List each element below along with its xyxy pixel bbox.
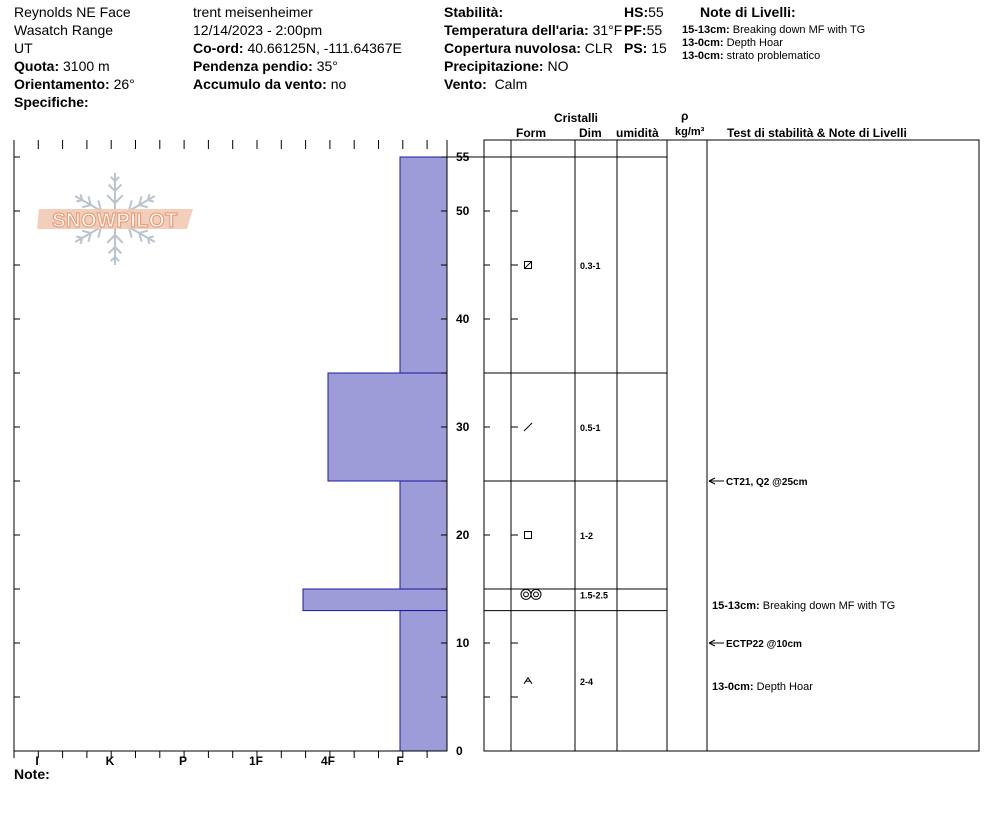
slope-label: Pendenza pendio: <box>193 58 313 74</box>
y-tick-label: 55 <box>456 150 470 164</box>
layer-note-text: Breaking down MF with TG <box>732 24 866 36</box>
moisture-header: umidità <box>616 126 659 140</box>
wind-loading-value: no <box>330 76 347 92</box>
y-tick-label: 20 <box>456 528 470 542</box>
aspect-label: Orientamento: <box>14 76 110 92</box>
elevation-label: Quota: <box>14 58 60 74</box>
pf-value: 55 <box>646 22 663 38</box>
snowflake-branch <box>115 235 123 243</box>
stability-test-label: CT21, Q2 @25cm <box>726 477 808 488</box>
precip-label: Precipitazione: <box>444 58 544 74</box>
size-header: Dim <box>579 126 602 140</box>
grain-size-label: 0.5-1 <box>580 423 601 433</box>
air-temp-value: 31°F <box>592 22 623 38</box>
grain-form-icon <box>531 589 541 599</box>
wind-label: Vento: <box>444 76 487 92</box>
snowflake-branch <box>107 235 115 243</box>
layer-comment-text: Breaking down MF with TG <box>759 600 896 613</box>
density-symbol: ρ <box>681 109 689 123</box>
layer-note-range: 13-0cm: <box>682 37 724 49</box>
grain-form-icon <box>534 592 539 597</box>
grain-form-icon <box>521 589 531 599</box>
hardness-tick-label: 1F <box>248 754 264 768</box>
layer-comment-text: Depth Hoar <box>753 681 813 694</box>
stability-label: Stabilità: <box>444 4 504 20</box>
ps-value: 15 <box>651 40 667 56</box>
grain-form-icon <box>524 678 532 684</box>
slope-value: 35° <box>316 58 338 74</box>
hs-value: 55 <box>648 4 664 20</box>
layer-note-range: 15-13cm: <box>682 24 730 36</box>
grain-form-icon <box>524 592 529 597</box>
snowflake-branch <box>148 200 154 202</box>
coord-value: 40.66125N, -111.64367E <box>247 40 402 56</box>
hardness-tick-label: I <box>35 754 39 768</box>
grain-form-icon <box>525 262 532 269</box>
layer-notes-title: Note di Livelli: <box>700 4 796 20</box>
y-tick-label: 50 <box>456 204 470 218</box>
mountain-range: Wasatch Range <box>14 22 114 38</box>
notes-label: Note: <box>14 766 50 782</box>
snowflake-branch <box>139 205 148 207</box>
state: UT <box>14 40 33 56</box>
precip-value: NO <box>547 58 569 74</box>
layer-note-text: Depth Hoar <box>726 37 783 49</box>
hardness-tick-label: F <box>396 754 404 768</box>
layer-comment <box>712 681 813 693</box>
layer-note-range: 13-0cm: <box>682 50 724 62</box>
snowpilot-logo <box>37 173 193 265</box>
snowflake-branch <box>76 200 82 202</box>
grain-size-label: 2-4 <box>580 676 594 687</box>
snowflake-branch <box>115 195 123 203</box>
layer-comment-range: 13-0cm: <box>712 681 754 694</box>
hardness-bar <box>303 589 447 611</box>
y-tick-label: 40 <box>456 312 470 326</box>
logo-text: SNOWPILOT <box>52 210 178 232</box>
hardness-tick-label: P <box>178 754 188 768</box>
elevation-value: 3100 m <box>63 58 110 74</box>
air-temp-label: Temperatura dell'aria: <box>444 22 589 38</box>
pf-label: PF: <box>624 22 647 38</box>
stability-notes-header: Test di stabilità & Note di Livelli <box>727 126 907 140</box>
hardness-bar <box>400 157 447 373</box>
grain-size-label: 1-2 <box>580 531 594 541</box>
snowflake-branch <box>82 205 91 207</box>
density-unit: kg/m³ <box>675 126 705 138</box>
snowflake-branch <box>148 236 154 238</box>
hardness-bar <box>328 373 447 481</box>
snowflake-branch <box>107 195 115 203</box>
aspect-value: 26° <box>113 76 135 92</box>
hardness-bar <box>400 611 447 751</box>
stability-test-label: ECTP22 @10cm <box>726 639 802 650</box>
coord-label: Co-ord: <box>193 40 244 56</box>
layer-comment-range: 15-13cm: <box>712 600 760 613</box>
wind-value: Calm <box>494 76 528 92</box>
datetime: 12/14/2023 - 2:00pm <box>193 22 323 38</box>
y-tick-label: 30 <box>456 420 470 434</box>
location-name: Reynolds NE Face <box>14 4 131 20</box>
crystals-header: Cristalli <box>554 111 599 125</box>
form-header: Form <box>516 126 546 140</box>
observer: trent meisenheimer <box>193 4 313 20</box>
layer-note-text: strato problematico <box>726 50 821 62</box>
grain-form-icon <box>524 423 532 431</box>
y-tick-label: 10 <box>456 636 470 650</box>
grain-form-icon <box>525 532 532 539</box>
grain-size-label: 0.3-1 <box>580 261 601 271</box>
hardness-bar <box>400 481 447 589</box>
specifics-label: Specifiche: <box>14 94 89 110</box>
snowflake-branch <box>76 236 82 238</box>
sky-value: CLR <box>584 40 613 56</box>
y-tick-label: 0 <box>456 744 463 758</box>
sky-label: Copertura nuvolosa: <box>444 40 581 56</box>
grain-size-label: 1.5-2.5 <box>580 590 609 601</box>
grain-table-frame <box>484 140 979 751</box>
ps-label: PS: <box>624 40 648 56</box>
wind-loading-label: Accumulo da vento: <box>193 76 327 92</box>
hs-label: HS: <box>624 4 649 20</box>
hardness-tick-label: 4F <box>320 754 336 768</box>
hardness-tick-label: K <box>105 754 115 768</box>
layer-comment <box>712 600 895 612</box>
